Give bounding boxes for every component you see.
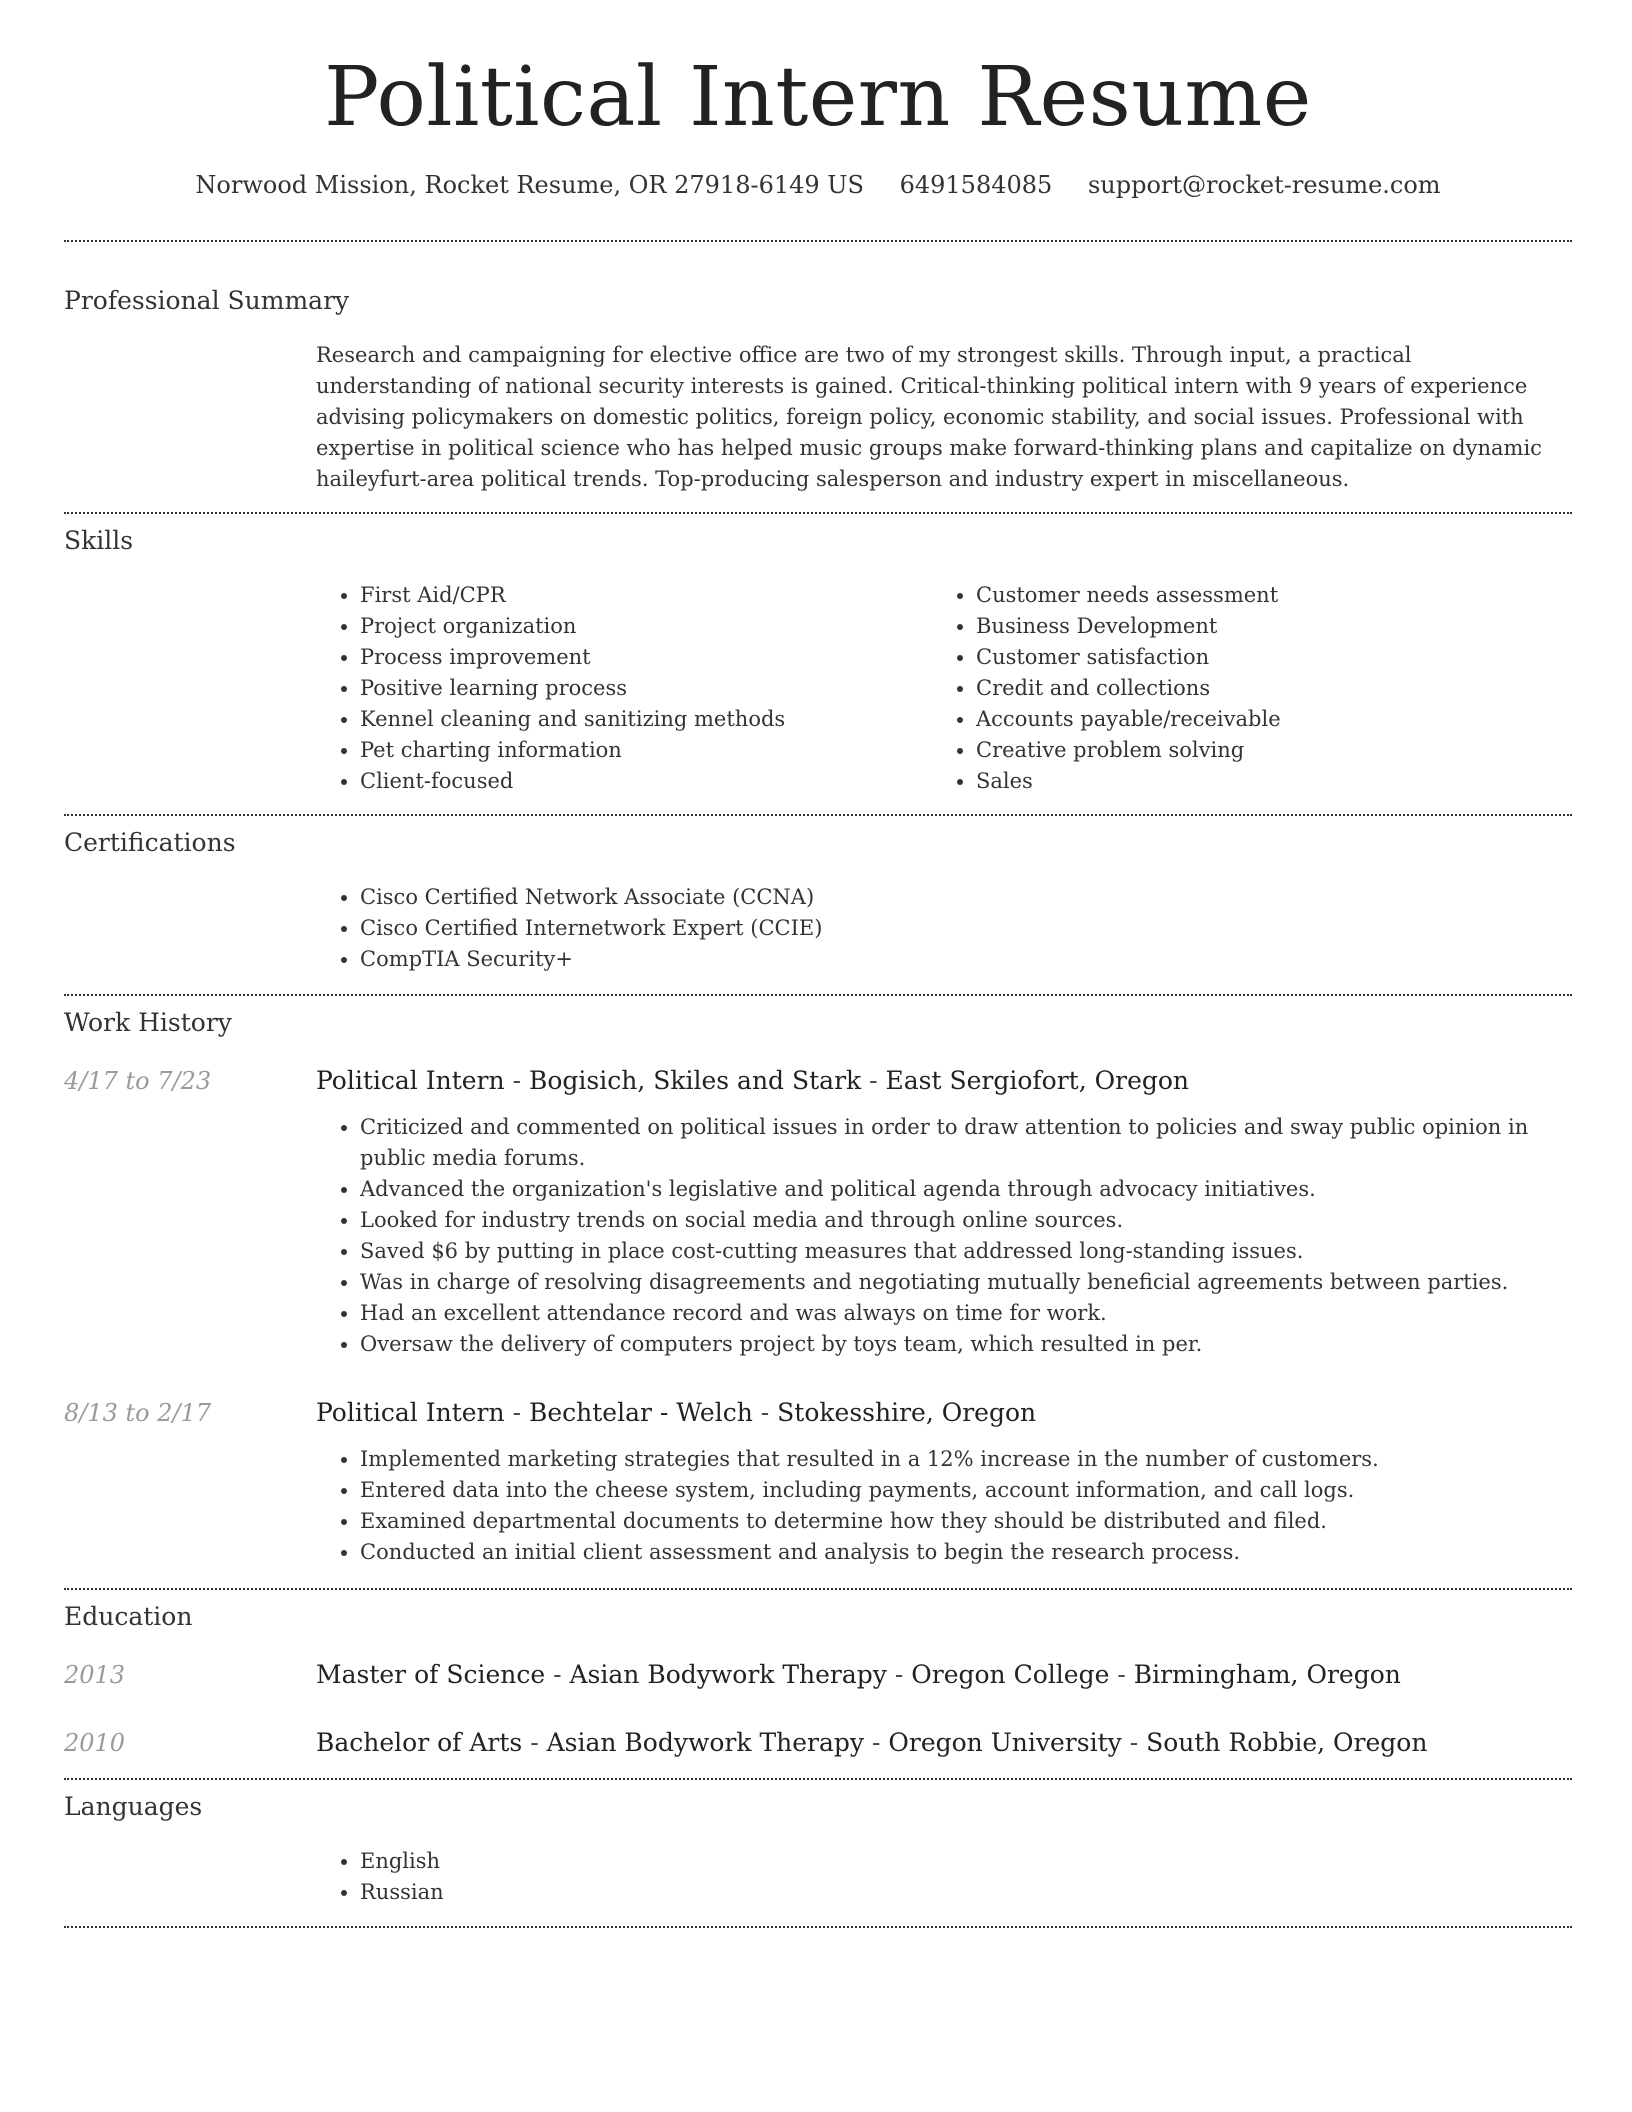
degree: Master of Science (316, 1660, 546, 1689)
certifications-heading: Certifications (64, 828, 236, 857)
skill-item: • Kennel cleaning and sanitizing methods (360, 704, 932, 735)
job-dates: 8/13 to 2/17 (64, 1399, 212, 1427)
languages-heading: Languages (64, 1792, 203, 1821)
job-heading (316, 1064, 1572, 1098)
languages-body (316, 1846, 1572, 1908)
job-dates: 4/17 to 7/23 (64, 1067, 212, 1095)
school: Oregon University (888, 1728, 1122, 1757)
separator: - (1121, 1728, 1147, 1757)
separator: - (864, 1728, 889, 1757)
job-company: Bechtelar - Welch (528, 1398, 753, 1427)
job-bullet: • Implemented marketing strategies that resulted in a 12% increase in the number of customers. (360, 1444, 1572, 1475)
separator: - (752, 1398, 778, 1427)
job-heading (316, 1396, 1572, 1430)
summary-text: Research and campaigning for elective office are two of my strongest skills. Through input, a practical understanding of national security interests is gained. Critical-thinking political intern with 9 years of experience advising policymakers on domestic politics, foreign policy, economic stability, and social issues. Professional with expertise in political science who has helped music groups make forward-thinking plans and capitalize on dynamic haileyfurt-area political trends. Top-producing salesperson and industry expert in miscellaneous. (316, 343, 1542, 491)
summary-body (316, 340, 1572, 495)
skill-item: • Process improvement (360, 642, 932, 673)
section-divider (64, 1926, 1572, 1928)
section-divider (64, 814, 1572, 816)
contact-address: Norwood Mission, Rocket Resume, OR 27918-6149 US (195, 171, 864, 199)
education-year: 2013 (64, 1661, 126, 1689)
language-item: • Russian (360, 1877, 1572, 1908)
education-year: 2010 (64, 1729, 126, 1757)
skill-item: • Accounts payable/receivable (976, 704, 1572, 735)
job-location: Stokesshire, Oregon (777, 1398, 1037, 1427)
skill-item: • Customer satisfaction (976, 642, 1572, 673)
skill-item: • Positive learning process (360, 673, 932, 704)
job-bullet: • Looked for industry trends on social media and through online sources. (360, 1205, 1572, 1236)
skill-item: • Client-focused (360, 766, 932, 797)
school-location: Birmingham, Oregon (1133, 1660, 1401, 1689)
job-bullet: • Examined departmental documents to determine how they should be distributed and filed. (360, 1506, 1572, 1537)
separator: - (504, 1398, 529, 1427)
separator: - (1109, 1660, 1134, 1689)
skill-item: • Pet charting information (360, 735, 932, 766)
section-divider (64, 994, 1572, 996)
job-title: Political Intern (316, 1066, 505, 1095)
education-entry (316, 1658, 1572, 1692)
work-history-heading: Work History (64, 1008, 232, 1037)
section-divider (64, 1588, 1572, 1590)
skill-item: • Project organization (360, 611, 932, 642)
skill-item: • Credit and collections (976, 673, 1572, 704)
contact-email: support@rocket-resume.com (1087, 171, 1441, 199)
skill-item: • Sales (976, 766, 1572, 797)
job-bullet: • Advanced the organization's legislative and political agenda through advocacy initiatives. (360, 1174, 1572, 1205)
separator: - (504, 1066, 529, 1095)
separator: - (861, 1066, 886, 1095)
job-bullet: • Was in charge of resolving disagreements and negotiating mutually beneficial agreements between parties. (360, 1267, 1572, 1298)
skill-item: • Creative problem solving (976, 735, 1572, 766)
separator: - (545, 1660, 570, 1689)
job-entry (316, 1064, 1572, 1360)
page-title: Political Intern Resume (324, 50, 1312, 145)
field-of-study: Asian Bodywork Therapy (546, 1728, 865, 1757)
contact-line (64, 168, 1572, 202)
summary-heading: Professional Summary (64, 286, 350, 315)
certification-item: • Cisco Certified Internetwork Expert (CCIE) (360, 913, 1572, 944)
contact-phone: 6491584085 (899, 171, 1053, 199)
job-bullet: • Had an excellent attendance record and was always on time for work. (360, 1298, 1572, 1329)
job-bullet: • Conducted an initial client assessment and analysis to begin the research process. (360, 1537, 1572, 1568)
certifications-body (316, 882, 1572, 975)
skill-item: • Customer needs assessment (976, 580, 1572, 611)
degree: Bachelor of Arts (316, 1728, 523, 1757)
field-of-study: Asian Bodywork Therapy (569, 1660, 887, 1689)
section-divider (64, 512, 1572, 514)
education-entry (316, 1726, 1572, 1760)
job-bullet: • Criticized and commented on political issues in order to draw attention to policies and sway public opinion in public media forums. (360, 1112, 1572, 1174)
certification-item: • CompTIA Security+ (360, 944, 1572, 975)
job-location: East Sergiofort, Oregon (885, 1066, 1190, 1095)
job-title: Political Intern (316, 1398, 505, 1427)
certification-item: • Cisco Certified Network Associate (CCNA) (360, 882, 1572, 913)
job-entry (316, 1396, 1572, 1568)
skills-right-column (932, 580, 1572, 797)
job-company: Bogisich, Skiles and Stark (528, 1066, 862, 1095)
job-bullet: • Saved $6 by putting in place cost-cutting measures that addressed long-standing issues. (360, 1236, 1572, 1267)
school-location: South Robbie, Oregon (1146, 1728, 1428, 1757)
separator: - (886, 1660, 912, 1689)
skill-item: • First Aid/CPR (360, 580, 932, 611)
section-divider (64, 240, 1572, 242)
language-item: • English (360, 1846, 1572, 1877)
job-bullet: • Entered data into the cheese system, including payments, account information, and call logs. (360, 1475, 1572, 1506)
separator: - (522, 1728, 547, 1757)
skills-heading: Skills (64, 526, 134, 555)
section-divider (64, 1778, 1572, 1780)
skills-left-column (316, 580, 932, 797)
skill-item: • Business Development (976, 611, 1572, 642)
job-bullet: • Oversaw the delivery of computers project by toys team, which resulted in per. (360, 1329, 1572, 1360)
education-heading: Education (64, 1602, 193, 1631)
school: Oregon College (911, 1660, 1110, 1689)
